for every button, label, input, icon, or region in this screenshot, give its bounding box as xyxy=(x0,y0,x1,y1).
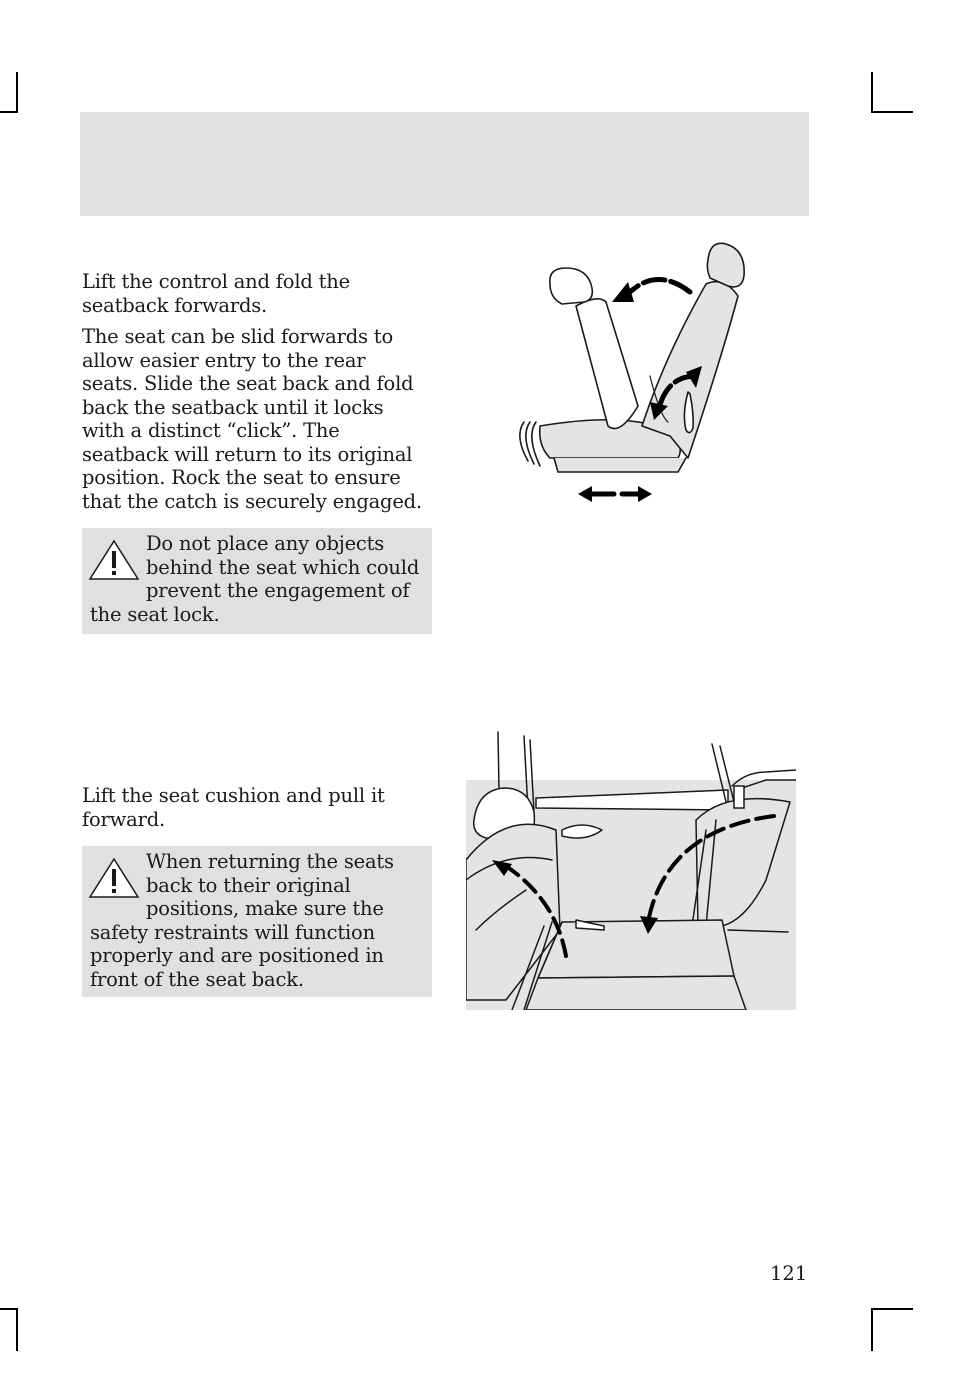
crop-mark-top-right-h xyxy=(871,111,913,113)
crop-mark-top-left-h xyxy=(0,111,18,113)
warning-text: When returning the seats back to their original positions, make sure the safety restraints will function properly and are positioned in front of the seat back. xyxy=(90,850,394,991)
front-seat-fold-illustration xyxy=(510,236,760,506)
instruction-fold-seatback: Lift the control and fold the seatback forwards. xyxy=(82,270,350,317)
crop-mark-top-left-v xyxy=(16,72,18,112)
crop-mark-top-right-v xyxy=(871,72,873,112)
instruction-slide-seat: The seat can be slid forwards to allow easier entry to the rear seats. Slide the seat back and fold back the seatback until it locks with a distinct “click”. The seatback will return to its original position. Rock the seat to ensure that the catch is securely engaged. xyxy=(82,325,422,513)
crop-mark-bottom-right-v xyxy=(871,1309,873,1351)
rear-seat-cushion-illustration xyxy=(466,730,796,1010)
page-number: 121 xyxy=(770,1262,808,1285)
warning-text: Do not place any objects behind the seat which could prevent the engagement of the seat lock. xyxy=(90,532,420,626)
warning-triangle-icon xyxy=(88,856,140,900)
instruction-lift-cushion: Lift the seat cushion and pull it forward. xyxy=(82,784,385,831)
crop-mark-bottom-left-v xyxy=(16,1309,18,1351)
warning-box-seat-lock xyxy=(82,528,432,634)
crop-mark-bottom-left-h xyxy=(0,1308,18,1310)
crop-mark-bottom-right-h xyxy=(871,1308,913,1310)
header-band xyxy=(80,112,809,216)
warning-triangle-icon xyxy=(88,538,140,582)
warning-box-safety-restraints xyxy=(82,846,432,997)
